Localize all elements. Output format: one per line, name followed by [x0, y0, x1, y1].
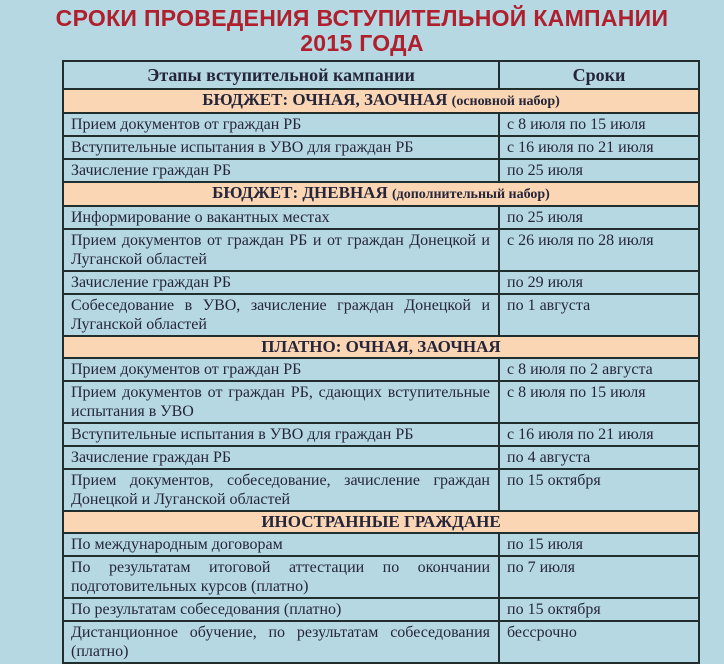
table-row: [63, 294, 699, 336]
dates-cell: по 1 августа: [499, 294, 699, 336]
dates-cell: бессрочно: [499, 621, 699, 663]
table-row: [63, 533, 699, 556]
stage-cell: Вступительные испытания в УВО для граждан РБ: [63, 423, 499, 446]
section-title-note: (дополнительный набор): [391, 187, 550, 202]
table-row: [63, 469, 699, 511]
section-title: ИНОСТРАННЫЕ ГРАЖДАНЕ: [63, 511, 699, 533]
stage-cell: Зачисление граждан РБ: [63, 159, 499, 182]
table-row: [63, 229, 699, 271]
table-row: [63, 159, 699, 182]
dates-cell: по 15 июля: [499, 533, 699, 556]
dates-cell: с 16 июля по 21 июля: [499, 136, 699, 159]
stage-cell: По международным договорам: [63, 533, 499, 556]
dates-cell: с 8 июля по 15 июля: [499, 113, 699, 136]
dates-cell: по 7 июля: [499, 556, 699, 598]
stage-cell: По результатам собеседования (платно): [63, 598, 499, 621]
page-title: [10, 6, 714, 56]
table-header-row: [63, 61, 699, 89]
section-title: БЮДЖЕТ: ОЧНАЯ, ЗАОЧНАЯ (основной набор): [63, 89, 699, 113]
table-row: [63, 621, 699, 663]
schedule-table: [62, 60, 700, 664]
stage-cell: Зачисление граждан РБ: [63, 271, 499, 294]
table-row: [63, 271, 699, 294]
stage-cell: Информирование о вакантных местах: [63, 206, 499, 229]
stage-cell: Прием документов, собеседование, зачисление граждан Донецкой и Луганской областей: [63, 469, 499, 511]
dates-cell: по 29 июля: [499, 271, 699, 294]
dates-cell: с 16 июля по 21 июля: [499, 423, 699, 446]
dates-cell: с 8 июля по 2 августа: [499, 358, 699, 381]
slide: [0, 6, 724, 664]
section-header-row: [63, 336, 699, 358]
stage-cell: Зачисление граждан РБ: [63, 446, 499, 469]
dates-cell: по 15 октября: [499, 598, 699, 621]
dates-cell: по 15 октября: [499, 469, 699, 511]
stage-cell: Прием документов от граждан РБ и от граждан Донецкой и Луганской областей: [63, 229, 499, 271]
table-row: [63, 381, 699, 423]
table-row: [63, 423, 699, 446]
column-header-dates: Сроки: [499, 61, 699, 89]
table-row: [63, 358, 699, 381]
dates-cell: по 4 августа: [499, 446, 699, 469]
section-header-row: [63, 511, 699, 533]
dates-cell: с 26 июля по 28 июля: [499, 229, 699, 271]
stage-cell: Собеседование в УВО, зачисление граждан Донецкой и Луганской областей: [63, 294, 499, 336]
page-title-line2: 2015 ГОДА: [300, 30, 424, 56]
section-title: БЮДЖЕТ: ДНЕВНАЯ (дополнительный набор): [63, 182, 699, 206]
section-header-row: [63, 182, 699, 206]
dates-cell: с 8 июля по 15 июля: [499, 381, 699, 423]
stage-cell: Прием документов от граждан РБ, сдающих вступительные испытания в УВО: [63, 381, 499, 423]
table-row: [63, 598, 699, 621]
column-header-stages: Этапы вступительной кампании: [63, 61, 499, 89]
stage-cell: Дистанционное обучение, по результатам собеседования (платно): [63, 621, 499, 663]
section-title: ПЛАТНО: ОЧНАЯ, ЗАОЧНАЯ: [63, 336, 699, 358]
page-title-line1: СРОКИ ПРОВЕДЕНИЯ ВСТУПИТЕЛЬНОЙ КАМПАНИИ: [55, 5, 669, 31]
dates-cell: по 25 июля: [499, 206, 699, 229]
stage-cell: Прием документов от граждан РБ: [63, 113, 499, 136]
section-title-note: (основной набор): [451, 94, 560, 109]
table-row: [63, 136, 699, 159]
stage-cell: По результатам итоговой аттестации по окончании подготовительных курсов (платно): [63, 556, 499, 598]
table-row: [63, 113, 699, 136]
table-row: [63, 206, 699, 229]
table-row: [63, 446, 699, 469]
table-row: [63, 556, 699, 598]
table-body: [63, 89, 699, 663]
dates-cell: по 25 июля: [499, 159, 699, 182]
stage-cell: Прием документов от граждан РБ: [63, 358, 499, 381]
stage-cell: Вступительные испытания в УВО для граждан РБ: [63, 136, 499, 159]
section-header-row: [63, 89, 699, 113]
